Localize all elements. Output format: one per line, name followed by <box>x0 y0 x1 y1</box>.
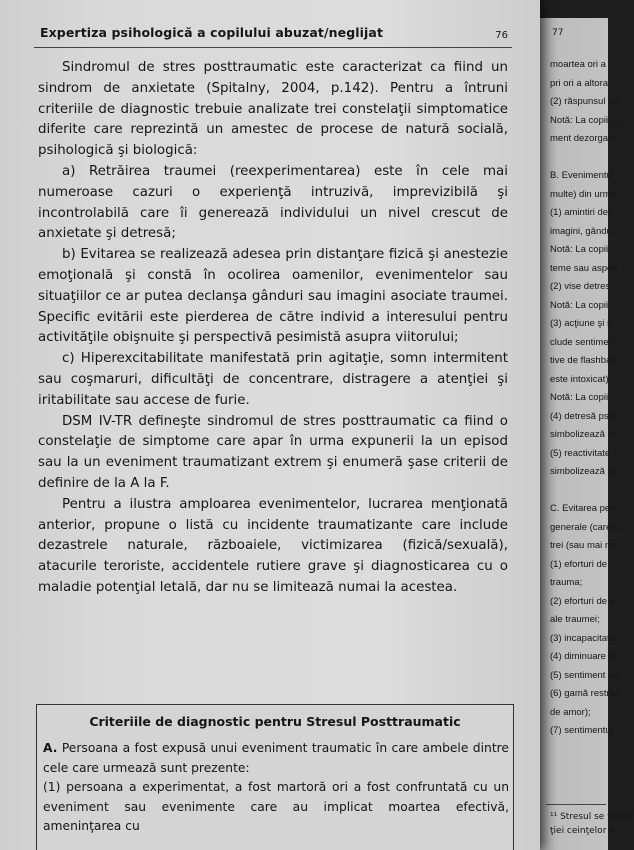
side-page-line: (6) gamă restrân <box>550 688 621 699</box>
side-page-line <box>550 149 630 168</box>
side-page-line: trauma; <box>550 577 583 588</box>
running-header <box>34 22 512 48</box>
side-footnote <box>550 810 634 838</box>
side-page-line: Notă: La copii, a <box>550 114 619 126</box>
side-page-line: Notă: La copii, <box>550 299 611 311</box>
page-number: 76 <box>495 30 508 41</box>
side-page-line <box>550 482 630 501</box>
criterion-a-text: Persoana a fost expusă unui eveniment traumatic în care ambele dintre cele care urmează sunt prezente: <box>43 741 509 775</box>
side-page-line: pri ori a altora; <box>550 77 611 89</box>
side-page-line: (2) vise detres <box>550 281 611 292</box>
side-page-line: imagini, gându <box>550 225 612 237</box>
side-page-line: Notă: La copii <box>550 244 609 255</box>
side-page-line: ment dezorgani <box>550 133 616 144</box>
side-page-line: B. Evenimentul <box>550 170 614 181</box>
side-page-line: clude sentimen <box>550 336 614 348</box>
paragraph-intro: Sindromul de stres posttraumatic este caracterizat ca fiind un sindrom de anxietate (Spitalny, 2004, p.142). Pentru a întruni criteriile de diagnostic trebuie analizate trei constelaţii simptomatice diferite care reprezintă un amestec de procese de natură socială, psihologică şi biologică: <box>38 60 508 159</box>
side-page-text <box>550 56 630 741</box>
criteria-box <box>36 704 514 850</box>
side-page-line: (5) reactivitate f <box>550 447 616 459</box>
side-footnote-line: ţiei ceinţelor a <box>550 826 615 836</box>
paragraph-c: c) Hiperexcitabilitate manifestată prin agitaţie, somn intermitent sau coşmaruri, dificultăţi de concentrare, distragere a atenţiei şi iritabilitate sau accese de furie. <box>38 351 508 408</box>
side-page-line: este intoxicat); <box>550 373 612 385</box>
header-title: Expertiza psihologică a copilului abuzat/neglijat <box>40 25 384 40</box>
paragraph-b: b) Evitarea se realizează adesea prin distanţare fizică şi anestezie emoţională şi constă în ocolirea oamenilor, evenimentelor sau situaţiilor ce ar putea declanşa gânduri sau imagini asociate traumei. Specific evitării este pierderea de către individ a interesului pentru activităţile obişnuite şi perspectivă pesimistă asupra viitorului; <box>38 247 508 346</box>
side-page-line: (2) răspunsul pe <box>550 96 619 107</box>
criterion-a-item-1: (1) persoana a experimentat, a fost martoră ori a fost confruntată cu un eveniment sau evenimente care au implicat moartea efectivă, ameninţarea cu <box>43 780 509 833</box>
criterion-a-label: A. <box>43 741 58 755</box>
side-page-line: trei (sau mai mu <box>550 540 619 551</box>
side-page-line: (3) acţiune şi s <box>550 318 612 329</box>
side-page-line: (4) detresă psih <box>550 410 617 422</box>
side-page-line: generale (care n <box>550 521 620 533</box>
side-page-line: (3) incapacitate <box>550 632 615 644</box>
side-footnote-line: ¹¹ Stresul se transf <box>550 812 634 822</box>
side-page-line: simbolizează sa <box>550 429 618 440</box>
side-page-line: de amor); <box>550 706 591 718</box>
side-page-line: tive de flashbac <box>550 355 617 366</box>
side-page-line: moartea ori a <box>550 59 606 70</box>
side-page-line: teme sau aspec <box>550 262 618 274</box>
side-page-line: Notă: La copii <box>550 392 609 403</box>
criterion-a <box>43 739 509 778</box>
side-page-line: simbolizează sa <box>550 466 618 477</box>
side-page-line: ale traumei; <box>550 614 600 625</box>
adjacent-page <box>538 18 634 850</box>
paragraph-a: a) Retrăirea traumei (reexperimentarea) este în cele mai numeroase cazuri o experienţă intruzivă, imprevizibilă şi incontrolabilă care îi generează individului un nivel crescut de anxietate şi detresă; <box>38 163 508 242</box>
side-page-line: C. Evitarea pers <box>550 503 619 514</box>
body-text <box>38 58 508 599</box>
criteria-box-title: Criteriile de diagnostic pentru Stresul Posttraumatic <box>89 714 461 729</box>
side-page-line: (5) sentiment de <box>550 669 619 681</box>
side-page-number: 77 <box>552 28 564 38</box>
side-page-line: (1) eforturi de <box>550 558 608 570</box>
side-page-line: (7) sentimentul <box>550 725 613 736</box>
side-page-line: (4) diminuare m <box>550 651 617 662</box>
paragraph-dsm: DSM IV-TR defineşte sindromul de stres posttraumatic ca fiind o constelaţie de simptome care apar în urma expunerii la un episod sau la un eveniment traumatizant extrem şi enumeră şase criterii de definire de la A la F. <box>38 413 508 491</box>
side-page-line: (1) amintiri det <box>550 207 611 218</box>
criteria-box-text <box>43 739 509 837</box>
side-footnote-rule <box>546 804 606 805</box>
side-page-line: (2) eforturi de a <box>550 595 615 607</box>
side-page-line: multe) din urma <box>550 188 616 200</box>
paragraph-events: Pentru a ilustra amploarea evenimentelor, lucrarea menţionată anterior, propune o listă cu incidente traumatizante care include dezastrele naturale, războaiele, victimizarea (fizică/sexuală), atacurile teroriste, accidentele rutiere grave şi diagnosticarea cu o maladie potenţial letală, dar nu se limitează numai la acestea. <box>38 496 508 595</box>
